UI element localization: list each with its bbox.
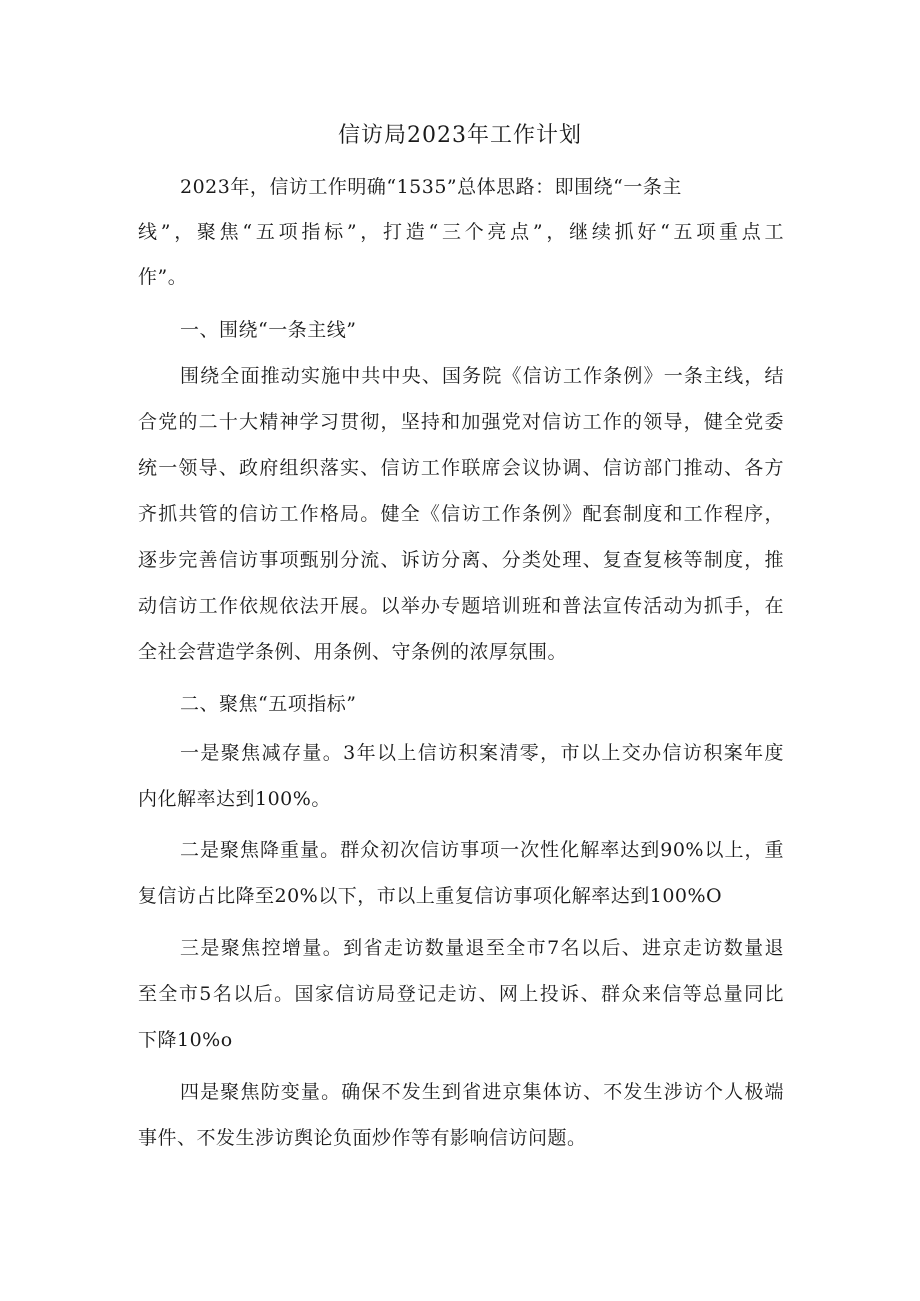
paragraph-line: 至全市5名以后。国家信访局登记走访、网上投诉、群众来信等总量同比 (138, 983, 784, 1005)
paragraph-line: 事件、不发生涉访舆论负面炒作等有影响信访问题。 (138, 1127, 587, 1149)
paragraph-line: 2023年，信访工作明确“1535”总体思路：即围绕“一条主 (180, 176, 682, 198)
paragraph-line: 一是聚焦减存量。3年以上信访积案清零，市以上交办信访积案年度 (180, 742, 784, 764)
paragraph-line: 下降10%o (138, 1029, 233, 1051)
section-heading: 一、围绕“一条主线” (180, 319, 357, 341)
paragraph-line: 动信访工作依规依法开展。以举办专题培训班和普法宣传活动为抓手，在 (138, 595, 784, 617)
paragraph-line: 合党的二十大精神学习贯彻，坚持和加强党对信访工作的领导，健全党委 (138, 411, 784, 433)
paragraph-line: 线”，聚焦“五项指标”，打造“三个亮点”，继续抓好“五项重点工 (138, 221, 784, 243)
paragraph-line: 齐抓共管的信访工作格局。健全《信访工作条例》配套制度和工作程序， (138, 503, 784, 525)
paragraph-line: 复信访占比降至20%以下，市以上重复信访事项化解率达到100%O (138, 885, 723, 907)
paragraph-line: 作”。 (138, 266, 188, 288)
paragraph-line: 内化解率达到100%。 (138, 788, 331, 810)
section-heading: 二、聚焦“五项指标” (180, 693, 357, 715)
paragraph-line: 全社会营造学条例、用条例、守条例的浓厚氛围。 (138, 641, 568, 663)
paragraph-line: 逐步完善信访事项甄别分流、诉访分离、分类处理、复查复核等制度，推 (138, 549, 784, 571)
paragraph-line: 统一领导、政府组织落实、信访工作联席会议协调、信访部门推动、各方 (138, 457, 784, 479)
paragraph-line: 二是聚焦降重量。群众初次信访事项一次性化解率达到90%以上，重 (180, 839, 784, 861)
paragraph-line: 四是聚焦防变量。确保不发生到省进京集体访、不发生涉访个人极端 (180, 1081, 784, 1103)
document-title: 信访局2023年工作计划 (338, 123, 582, 148)
paragraph-line: 三是聚焦控增量。到省走访数量退至全市7名以后、进京走访数量退 (180, 937, 784, 959)
paragraph-line: 围绕全面推动实施中共中央、国务院《信访工作条例》一条主线，结 (180, 365, 784, 387)
